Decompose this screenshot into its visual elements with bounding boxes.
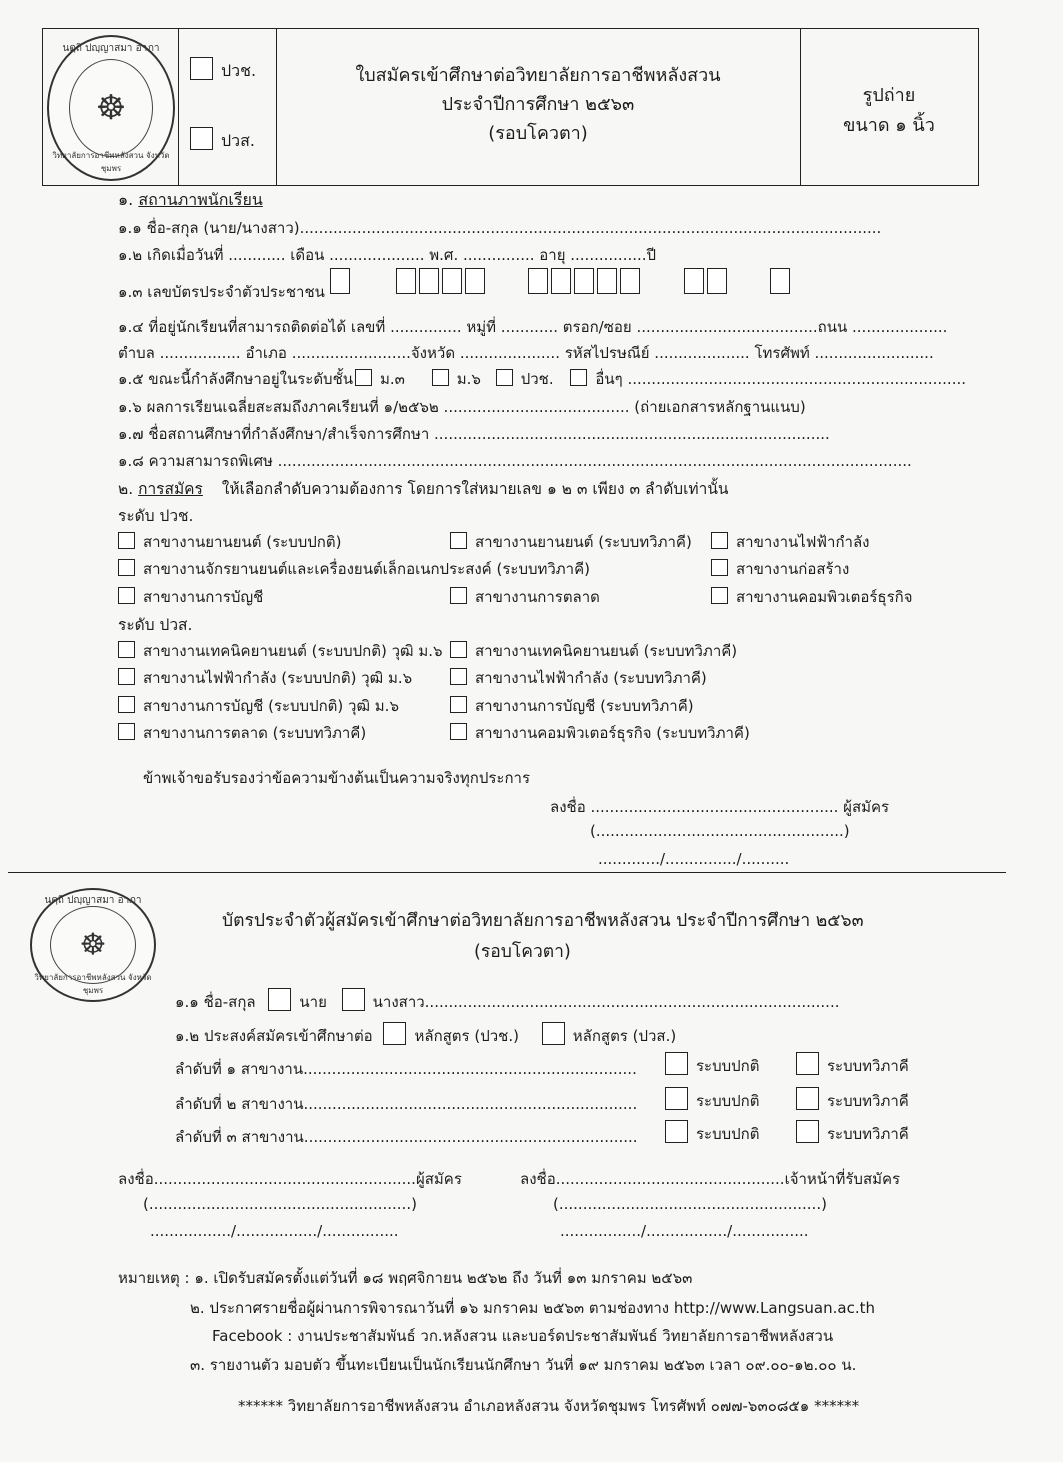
id-digit-box[interactable] [551, 268, 571, 294]
regular-label: ระบบปกติ [696, 1092, 760, 1110]
checkbox[interactable] [796, 1120, 819, 1143]
option-label: สาขางานการตลาด (ระบบทวิภาคี) [143, 724, 367, 742]
card-applicant-date[interactable]: ................./................./................ [150, 1222, 399, 1240]
field-name[interactable]: ๑.๑ ชื่อ-สกุล (นาย/นางสาว).......................................................................................................................... [118, 219, 882, 237]
pvs-option[interactable] [118, 666, 412, 690]
pvs-level-label: ระดับ ปวส. [118, 616, 193, 634]
id-digit-box[interactable] [574, 268, 594, 294]
option-label: สาขางานไฟฟ้ากำลัง (ระบบทวิภาคี) [475, 669, 707, 687]
option-label: สาขางานการบัญชี [143, 588, 264, 606]
card-intent-row [175, 1022, 676, 1048]
checkbox[interactable] [711, 587, 728, 604]
note-1: ๑. เปิดรับสมัครตั้งแต่วันที่ ๑๘ พฤศจิกายน ๒๕๖๒ ถึง วันที่ ๑๓ มกราคม ๒๕๖๓ [194, 1269, 693, 1287]
card-subtitle: (รอบโควตา) [474, 942, 571, 962]
photo-label: รูปถ่าย [862, 85, 916, 106]
checkbox[interactable] [450, 723, 467, 740]
course-pvc-label: หลักสูตร (ปวช.) [414, 1027, 519, 1045]
checkbox[interactable] [796, 1087, 819, 1110]
course-pvs-label: หลักสูตร (ปวส.) [572, 1027, 677, 1045]
id-digit-box[interactable] [419, 268, 439, 294]
checkbox[interactable] [665, 1052, 688, 1075]
pvc-option[interactable] [711, 530, 869, 554]
field-birthdate[interactable]: ๑.๒ เกิดเมื่อวันที่ ............ เดือน .................... พ.ศ. ............... อายุ ................ปี [118, 246, 657, 264]
card-applicant-name[interactable]: (.......................................................) [143, 1195, 417, 1213]
checkbox-pvc[interactable] [496, 369, 513, 386]
checkbox[interactable] [711, 532, 728, 549]
id-digit-box[interactable] [528, 268, 548, 294]
checkbox[interactable] [118, 559, 135, 576]
seal-bottom-text: วิทยาลัยการอาชีพหลังสวน จังหวัดชุมพร [34, 973, 152, 995]
note-1-row [118, 1266, 692, 1290]
checkbox[interactable] [450, 587, 467, 604]
card-college-seal [30, 888, 156, 1002]
checkbox[interactable] [796, 1052, 819, 1075]
checkbox[interactable] [118, 723, 135, 740]
photo-size: ขนาด ๑ นิ้ว [843, 115, 935, 136]
card-name-row [175, 988, 839, 1014]
application-header [42, 28, 979, 186]
level-option-pvs[interactable] [190, 127, 255, 154]
note-2: ๒. ประกาศรายชื่อผู้ผ่านการพิจารณาวันที่ ๑๖ มกราคม ๒๕๖๓ ตามช่องทาง http://www.Langsuan.ac.th [190, 1299, 875, 1317]
card-officer-signature[interactable]: ลงชื่อ................................................เจ้าหน้าที่รับสมัคร [520, 1170, 901, 1188]
college-emblem-icon: ☸ [95, 88, 127, 128]
checkbox-ms[interactable] [342, 988, 365, 1011]
option-label: สาขางานการบัญชี (ระบบทวิภาคี) [475, 697, 694, 715]
academic-year: ประจำปีการศึกษา ๒๕๖๓ [441, 94, 635, 115]
checkbox[interactable] [450, 696, 467, 713]
section2-number: ๒. [118, 480, 134, 498]
rank-1-dual[interactable] [796, 1052, 909, 1078]
checkbox[interactable] [118, 668, 135, 685]
checkbox[interactable] [118, 587, 135, 604]
checkbox[interactable] [450, 641, 467, 658]
option-m6: ม.๖ [456, 370, 481, 388]
seal-bottom-text: วิทยาลัยการอาชีพหลังสวน จังหวัดชุมพร [52, 151, 170, 173]
regular-label: ระบบปกติ [696, 1057, 760, 1075]
rank-2-field[interactable]: ลำดับที่ ๒ สาขางาน...................................................................... [175, 1095, 638, 1113]
id-digit-box[interactable] [597, 268, 617, 294]
id-digit-box[interactable] [620, 268, 640, 294]
checkbox[interactable] [711, 559, 728, 576]
college-emblem-icon: ☸ [79, 927, 107, 963]
card-name-label: ๑.๑ ชื่อ-สกุล [175, 993, 256, 1011]
option-label: สาขางานการตลาด [475, 588, 600, 606]
checkbox[interactable] [190, 57, 213, 80]
dual-label: ระบบทวิภาคี [827, 1092, 909, 1110]
option-label: สาขางานยานยนต์ (ระบบปกติ) [143, 533, 342, 551]
pvs-option[interactable] [118, 694, 399, 718]
pvs-option[interactable] [118, 721, 366, 745]
checkbox-m6[interactable] [432, 369, 449, 386]
option-label: สาขางานคอมพิวเตอร์ธุรกิจ (ระบบทวิภาคี) [475, 724, 750, 742]
checkbox[interactable] [118, 641, 135, 658]
option-label: สาขางานเทคนิคยานยนต์ (ระบบปกติ) วุฒิ ม.๖ [143, 642, 443, 660]
applicant-name-line[interactable]: (....................................................) [590, 822, 850, 840]
checkbox[interactable] [665, 1120, 688, 1143]
id-digit-box[interactable] [330, 268, 350, 294]
option-label: สาขางานจักรยานยนต์และเครื่องยนต์เล็กอเนกประสงค์ (ระบบทวิภาคี) [143, 560, 590, 578]
option-label: สาขางานเทคนิคยานยนต์ (ระบบทวิภาคี) [475, 642, 738, 660]
checkbox-course-pvc[interactable] [383, 1022, 406, 1045]
id-digit-box[interactable] [465, 268, 485, 294]
checkbox[interactable] [190, 127, 213, 150]
card-title: บัตรประจำตัวผู้สมัครเข้าศึกษาต่อวิทยาลัยการอาชีพหลังสวน ประจำปีการศึกษา ๒๕๖๓ [222, 911, 864, 931]
pvc-option[interactable] [450, 530, 692, 554]
option-other[interactable]: อื่นๆ ....................................................................... [595, 370, 966, 388]
section1-heading [118, 188, 263, 213]
footer-contact: ****** วิทยาลัยการอาชีพหลังสวน อำเภอหลังสวน จังหวัดชุมพร โทรศัพท์ ๐๗๗-๖๓๐๘๕๑ ****** [238, 1397, 860, 1415]
card-officer-name[interactable]: (.......................................................) [553, 1195, 827, 1213]
applicant-signature-line[interactable]: ลงชื่อ .................................................... ผู้สมัคร [550, 798, 890, 816]
rank-2-regular[interactable] [665, 1087, 760, 1113]
level-cell [178, 29, 277, 185]
round-label: (รอบโควตา) [488, 123, 588, 144]
field-gpa[interactable]: ๑.๖ ผลการเรียนเฉลี่ยสะสมถึงภาคเรียนที่ ๑/๒๕๖๒ ....................................... (ถ่ายเอกสารหลักฐานแนบ) [118, 398, 806, 416]
id-digit-box[interactable] [770, 268, 790, 294]
note-3: ๓. รายงานตัว มอบตัว ขึ้นทะเบียนเป็นนักเรียนนักศึกษา วันที่ ๑๙ มกราคม ๒๕๖๓ เวลา ๐๙.๐๐-๑๒.๐๐ น. [190, 1356, 857, 1374]
option-label: สาขางานคอมพิวเตอร์ธุรกิจ [736, 588, 913, 606]
rank-1-regular[interactable] [665, 1052, 760, 1078]
current-level-label: ๑.๕ ขณะนี้กำลังศึกษาอยู่ในระดับชั้น [118, 370, 354, 388]
checkbox-m3[interactable] [355, 369, 372, 386]
seal-top-text: นตฺถิ ปญฺญาสมา อาภา [62, 43, 160, 54]
pvc-option[interactable] [450, 585, 600, 609]
pvs-option[interactable] [450, 694, 694, 718]
field-talent[interactable]: ๑.๘ ความสามารถพิเศษ ..................................................................................................................................... [118, 452, 912, 470]
option-label: สาขางานการบัญชี (ระบบปกติ) วุฒิ ม.๖ [143, 697, 399, 715]
id-digit-box[interactable] [684, 268, 704, 294]
pvs-option[interactable] [450, 721, 750, 745]
checkbox[interactable] [665, 1087, 688, 1110]
card-intent-label: ๑.๒ ประสงค์สมัครเข้าศึกษาต่อ [175, 1027, 373, 1045]
dual-label: ระบบทวิภาคี [827, 1125, 909, 1143]
applicant-date-line[interactable]: ............./.............../.......... [598, 850, 790, 868]
seal-cell [43, 29, 179, 185]
dual-label: ระบบทวิภาคี [827, 1057, 909, 1075]
option-m3: ม.๓ [380, 370, 405, 388]
pvs-option[interactable] [450, 639, 737, 663]
note-2-facebook: Facebook : งานประชาสัมพันธ์ วก.หลังสวน และบอร์ดประชาสัมพันธ์ วิทยาลัยการอาชีพหลังสวน [212, 1327, 834, 1345]
option-mr: นาย [299, 993, 327, 1011]
pvc-option[interactable] [118, 530, 341, 554]
checkbox[interactable] [118, 696, 135, 713]
section1-title: สถานภาพนักเรียน [138, 190, 263, 209]
option-label: สาขางานไฟฟ้ากำลัง (ระบบปกติ) วุฒิ ม.๖ [143, 669, 413, 687]
rank-3-regular[interactable] [665, 1120, 760, 1146]
checkbox-other[interactable] [570, 369, 587, 386]
checkbox-mr[interactable] [268, 988, 291, 1011]
cut-line-divider [8, 872, 1006, 873]
rank-1-field[interactable]: ลำดับที่ ๑ สาขางาน...................................................................... [175, 1060, 637, 1078]
id-digit-box[interactable] [396, 268, 416, 294]
pvc-option[interactable] [711, 557, 849, 581]
section1-number: ๑. [118, 190, 134, 209]
level-pvc-label: ปวช. [221, 61, 257, 80]
pvc-option[interactable] [118, 585, 263, 609]
photo-cell [800, 29, 978, 185]
id-digit-box[interactable] [707, 268, 727, 294]
checkbox[interactable] [118, 532, 135, 549]
title-cell [276, 29, 801, 185]
rank-3-dual[interactable] [796, 1120, 909, 1146]
card-officer-date[interactable]: ................./................./................ [560, 1222, 809, 1240]
section2-instruction: ให้เลือกลำดับความต้องการ โดยการใส่หมายเลข ๑ ๒ ๓ เพียง ๓ ลำดับเท่านั้น [221, 480, 729, 498]
rank-3-field[interactable]: ลำดับที่ ๓ สาขางาน...................................................................... [175, 1128, 638, 1146]
field-address-2[interactable]: ตำบล ................. อำเภอ .........................จังหวัด ..................... รหัสไปรษณีย์ .................... โทรศัพท์ ......................... [118, 344, 934, 362]
option-pvc: ปวช. [520, 370, 554, 388]
certify-statement: ข้าพเจ้าขอรับรองว่าข้อความข้างต้นเป็นความจริงทุกประการ [143, 769, 531, 787]
id-number-boxes[interactable] [330, 268, 798, 296]
section2-title: การสมัคร [138, 480, 203, 498]
option-ms-name-field[interactable]: นางสาว....................................................................................... [372, 993, 840, 1011]
checkbox[interactable] [450, 668, 467, 685]
option-label: สาขางานไฟฟ้ากำลัง [736, 533, 870, 551]
pvc-option[interactable] [118, 557, 590, 581]
field-address-1[interactable]: ๑.๔ ที่อยู่นักเรียนที่สามารถติดต่อได้ เลขที่ ............... หมู่ที่ ............ ตรอก/ซอย ......................................ถนน .................... [118, 318, 948, 336]
field-id-label: ๑.๓ เลขบัตรประจำตัวประชาชน [118, 283, 325, 301]
option-label: สาขางานยานยนต์ (ระบบทวิภาคี) [475, 533, 692, 551]
id-digit-box[interactable] [442, 268, 462, 294]
pvs-option[interactable] [450, 666, 707, 690]
field-current-level [118, 367, 966, 391]
level-option-pvc[interactable] [190, 57, 256, 84]
seal-top-text: นตฺถิ ปญฺญาสมา อาภา [44, 895, 142, 906]
pvc-level-label: ระดับ ปวช. [118, 507, 194, 525]
option-label: สาขางานก่อสร้าง [736, 560, 850, 578]
card-applicant-signature[interactable]: ลงชื่อ.......................................................ผู้สมัคร [118, 1170, 462, 1188]
section2-heading [118, 476, 729, 501]
pvc-option[interactable] [711, 585, 913, 609]
checkbox[interactable] [450, 532, 467, 549]
rank-2-dual[interactable] [796, 1087, 909, 1113]
field-school[interactable]: ๑.๗ ชื่อสถานศึกษาที่กำลังศึกษา/สำเร็จการศึกษา ................................................................................... [118, 425, 830, 443]
regular-label: ระบบปกติ [696, 1125, 760, 1143]
checkbox-course-pvs[interactable] [542, 1022, 565, 1045]
pvs-option[interactable] [118, 639, 443, 663]
form-title: ใบสมัครเข้าศึกษาต่อวิทยาลัยการอาชีพหลังสวน [355, 65, 721, 86]
college-seal [47, 35, 175, 181]
level-pvs-label: ปวส. [221, 131, 255, 150]
notes-label: หมายเหตุ : [118, 1269, 190, 1287]
